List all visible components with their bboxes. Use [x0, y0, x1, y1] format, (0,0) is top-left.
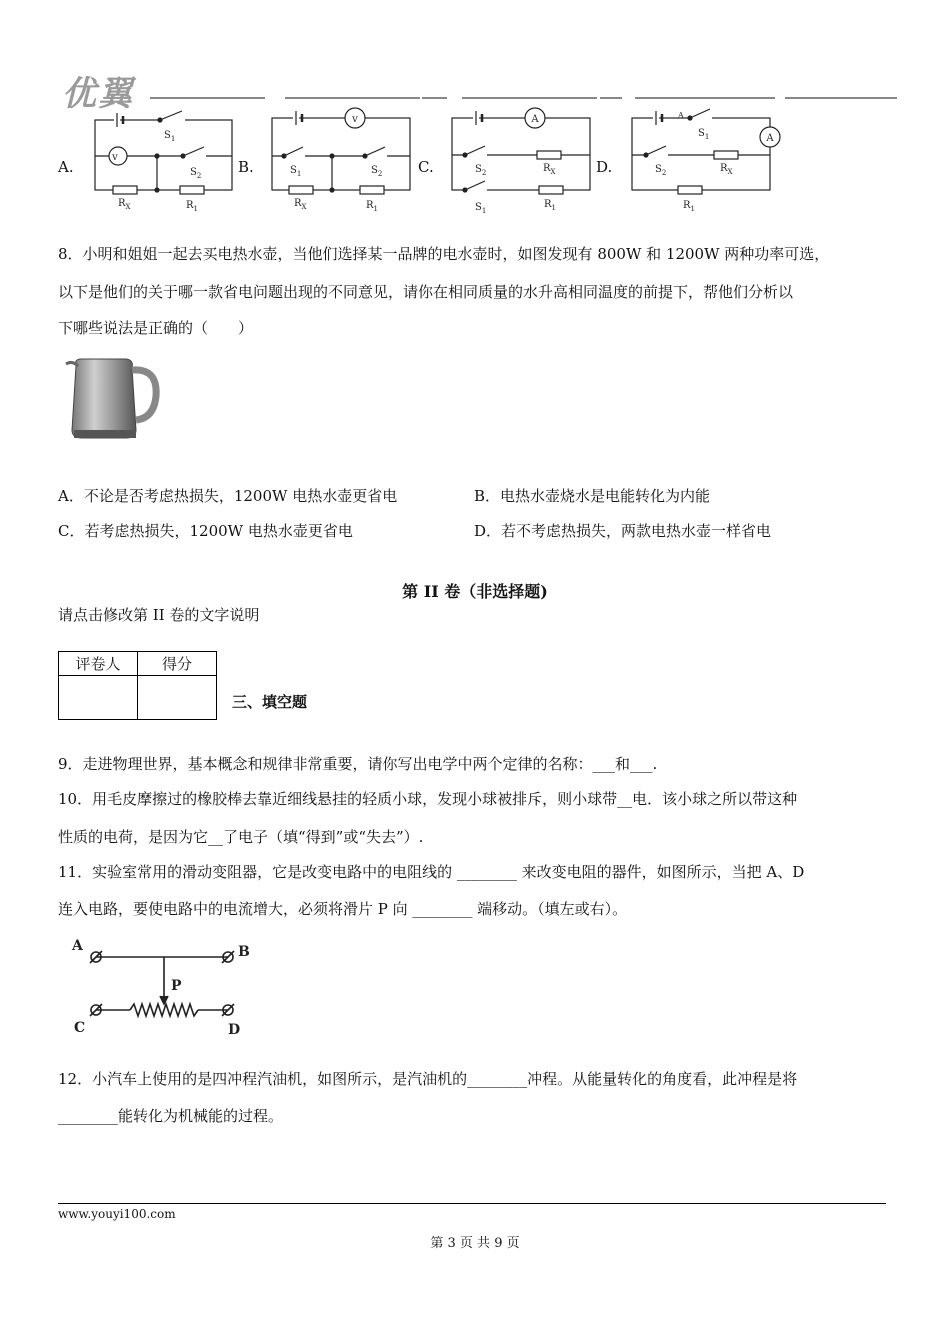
svg-text:S1: $S_1$	[164, 130, 176, 143]
score-table	[58, 651, 217, 720]
header-rule	[285, 97, 420, 99]
header-rule	[150, 97, 265, 99]
svg-text:v: v	[352, 114, 358, 125]
header-logo: 优翼	[62, 74, 134, 114]
header-rule	[635, 97, 775, 99]
svg-text:RX: $R_X$	[118, 198, 131, 211]
svg-text:S2: $S_2$	[190, 167, 202, 180]
q8-line-2: 以下是他们的关于哪一款省电问题出现的不同意见，请你在相同质量的水升高相同温度的前提下，帮他们分析以	[58, 283, 794, 301]
svg-text:R1: $R_1$	[544, 199, 556, 212]
circuit-d	[632, 109, 780, 194]
header-rule	[785, 97, 897, 99]
footer-url[interactable]: www.youyi100.com	[58, 1207, 176, 1221]
svg-text:R1: $R_1$	[186, 200, 198, 213]
svg-text:RX: $R_X$	[720, 163, 733, 176]
q10-line-2: 性质的电荷，是因为它__了电子（填“得到”或“失去”）.	[58, 828, 424, 846]
svg-text:S2: $S_2$	[475, 164, 487, 177]
svg-text:A: A	[766, 133, 774, 144]
svg-text:S1: $S_1$	[290, 165, 302, 178]
q8-line-3: 下哪些说法是正确的（ ）	[58, 319, 254, 337]
rheostat-diagram	[68, 934, 258, 1038]
svg-text:RX: $R_X$	[294, 198, 307, 211]
svg-text:A: A	[678, 111, 684, 120]
svg-text:D: D	[228, 1022, 241, 1038]
svg-text:R1: $R_1$	[683, 200, 695, 213]
score-table-header-grader: 评卷人	[59, 652, 138, 676]
svg-text:R1: $R_1$	[366, 200, 378, 213]
section-title: 第 II 卷（非选择题)	[402, 582, 548, 601]
option-label-c: C.	[418, 158, 434, 176]
svg-text:S2: $S_2$	[371, 165, 383, 178]
svg-text:S2: $S_2$	[655, 164, 667, 177]
q12-line-1: 12．小汽车上使用的是四冲程汽油机，如图所示，是汽油机的________冲程。从能量转化的角度看，此冲程是将	[58, 1070, 798, 1088]
q11-line-1: 11．实验室常用的滑动变阻器，它是改变电路中的电阻线的 ________ 来改变电阻的器件，如图所示，当把 A、D	[58, 863, 805, 881]
circuit-b	[272, 108, 410, 194]
svg-text:A: A	[72, 938, 83, 954]
header-rule	[600, 97, 622, 99]
q12-line-2: ________能转化为机械能的过程。	[58, 1107, 284, 1125]
kettle-image	[64, 356, 164, 442]
option-label-b: B.	[238, 158, 254, 176]
q8-option-c: C．若考虑热损失，1200W 电热水壶更省电	[58, 522, 353, 540]
svg-text:A: A	[531, 114, 539, 125]
circuit-c	[452, 108, 590, 194]
svg-text:C: C	[74, 1020, 86, 1036]
svg-text:B: B	[238, 944, 250, 960]
header-rule	[462, 97, 597, 99]
q9: 9．走进物理世界，基本概念和规律非常重要，请你写出电学中两个定律的名称：___和___.	[58, 755, 658, 773]
svg-text:v: v	[112, 152, 118, 163]
svg-text:RX: $R_X$	[543, 163, 556, 176]
q11-line-2: 连入电路，要使电路中的电流增大，必须将滑片 P 向 ________ 端移动。（填左或右）。	[58, 900, 628, 918]
header-rule	[422, 97, 447, 99]
svg-text:S1: $S_1$	[698, 128, 710, 141]
q8-option-b: B．电热水壶烧水是电能转化为内能	[474, 487, 711, 505]
score-table-cell-score	[138, 676, 217, 720]
score-table-header-score: 得分	[138, 652, 217, 676]
part-heading: 三、填空题	[232, 693, 308, 711]
q8-line-1: 8．小明和姐姐一起去买电热水壶，当他们选择某一品牌的电水壶时，如图发现有 800W 和 1200W 两种功率可选，	[58, 245, 830, 263]
svg-text:P: P	[171, 978, 182, 994]
option-label-a: A.	[58, 158, 74, 176]
svg-text:S1: $S_1$	[475, 202, 487, 215]
q8-option-d: D．若不考虑热损失，两款电热水壶一样省电	[474, 522, 772, 540]
option-label-d: D.	[596, 158, 613, 176]
q8-option-a: A．不论是否考虑热损失，1200W 电热水壶更省电	[58, 487, 398, 505]
q10-line-1: 10．用毛皮摩擦过的橡胶棒去靠近细线悬挂的轻质小球，发现小球被排斥，则小球带__电．该小球之所以带这种	[58, 790, 798, 808]
score-table-cell-grader	[59, 676, 138, 720]
section-note: 请点击修改第 II 卷的文字说明	[58, 606, 260, 624]
footer-page-number: 第 3 页 共 9 页	[430, 1236, 520, 1251]
circuit-diagrams	[0, 100, 950, 220]
footer-rule	[58, 1203, 886, 1204]
